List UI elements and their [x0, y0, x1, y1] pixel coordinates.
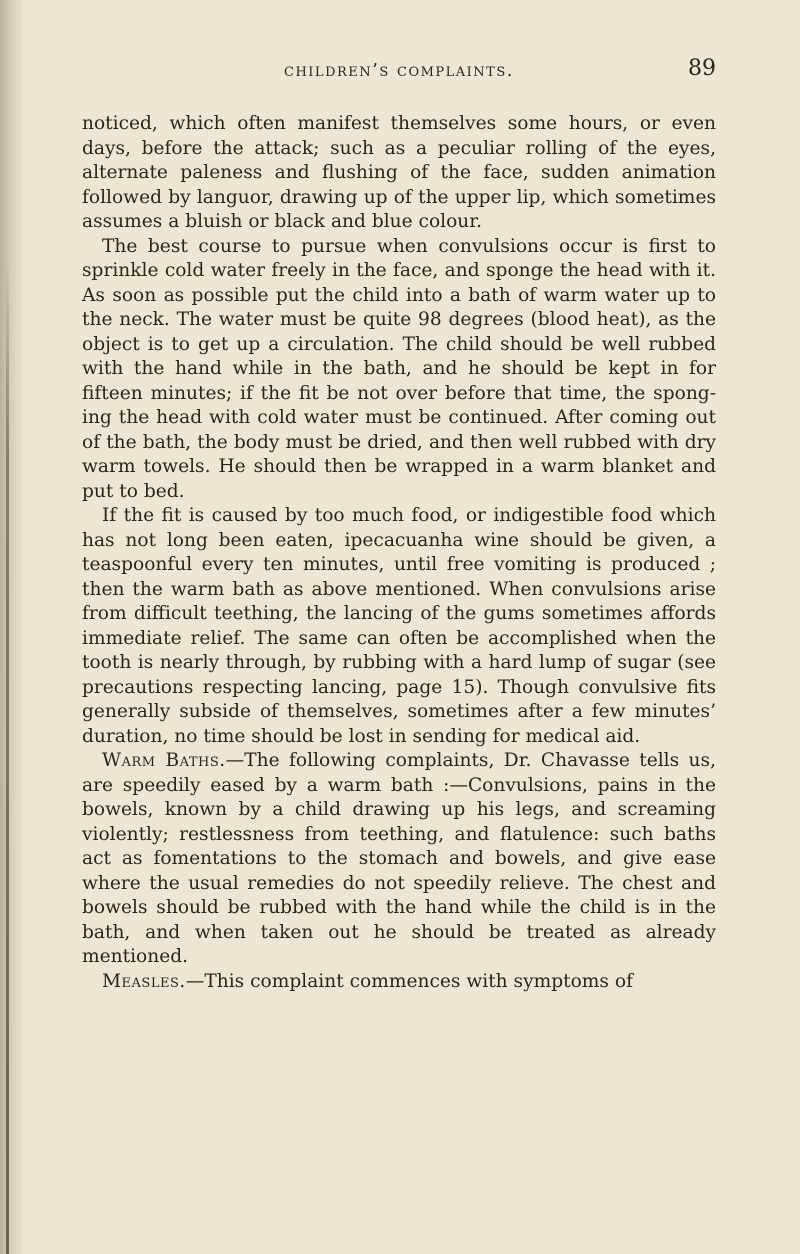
- binding-gutter: [0, 0, 22, 1254]
- paragraph-2: The best course to pursue when convulsions occur is first to sprinkle cold water freely in the face, and sponge the head with it. As soon as possible put the child into a bath of warm water up to the neck. The water must be quite 98 degrees (blood heat), as the object is to get up a circulation. The child should be well rubbed with the hand while in the bath, and he should be kept in for fifteen minutes; if the fit be not over before that time, the sponging the head with cold water must be continued. After coming out of the bath, the body must be dried, and then well rubbed with dry warm towels. He should then be wrapped in a warm blanket and put to bed.: [82, 235, 716, 502]
- page-header: [82, 56, 716, 88]
- running-head: children’s complaints.: [284, 60, 514, 81]
- paragraph-5: [82, 970, 716, 995]
- body-text: [82, 112, 716, 994]
- paragraph-1: noticed, which often manifest themselves some hours, or even days, before the attack; such as a peculiar rolling of the eyes, alternate paleness and flushing of the face, sudden animation followed by languor, drawing up of the upper lip, which sometimes assumes a bluish or black and blue colour.: [82, 113, 716, 232]
- gutter-shadow-line: [6, 260, 9, 1254]
- paragraph-3: If the fit is caused by too much food, or indigestible food which has not long been eaten, ipecacuanha wine should be given, a teaspoonful every ten minutes, until free vomiting is produced ; then the warm bath as above mentioned. When convulsions arise from difficult teething, the lancing of the gums sometimes affords immediate relief. The same can often be accomplished when the tooth is nearly through, by rubbing with a hard lump of sugar (see precautions respecting lancing, page 15). Though convulsive fits generally subside of themselves, sometimes after a few minutes’ duration, no time should be lost in sending for medical aid.: [82, 505, 716, 747]
- section-heading-warm-baths: Warm Baths.: [102, 750, 226, 771]
- paragraph-4: [82, 749, 716, 970]
- paragraph-4-text: —The following complaints, Dr. Chavasse tells us, are speedily eased by a warm bath :—Convulsions, pains in the bowels, known by a child drawing up his legs, and screaming violently; restlessness from teething, and flatulence: such baths act as fomentations to the stomach and bowels, and give ease where the usual remedies do not speedily relieve. The chest and bowels should be rubbed with the hand while the child is in the bath, and when taken out he should be treated as already mentioned.: [82, 750, 716, 967]
- paragraph-5-text: —This complaint commences with symptoms of: [185, 970, 633, 992]
- page-number: 89: [688, 56, 716, 81]
- section-heading-measles: Measles.: [102, 970, 186, 992]
